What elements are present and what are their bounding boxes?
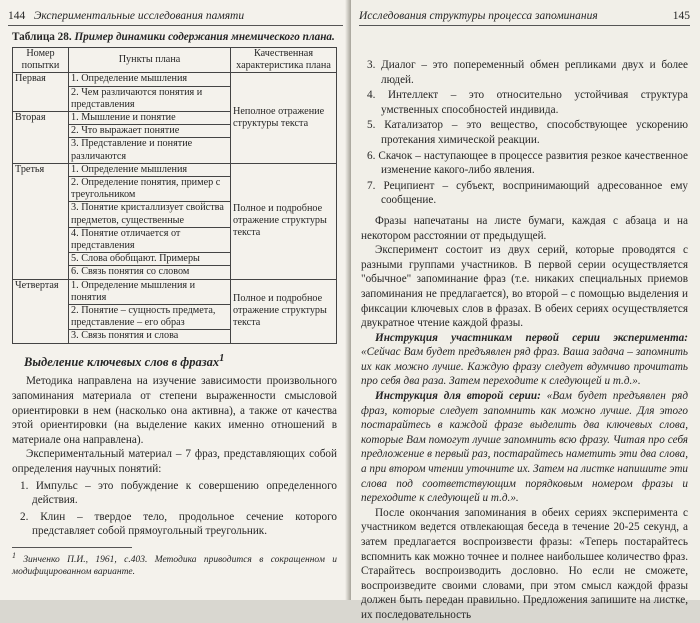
table-caption [12,31,337,44]
right-page-content [361,58,688,623]
section-title [24,352,337,370]
left-page-content [12,31,337,578]
plan-item: 1. Определение мышления и понятия [69,279,231,304]
plan-item: 3. Связь понятия и слова [69,330,231,343]
right-page [351,0,700,621]
table-caption-text: Пример динамики содержания мнемического плана. [74,31,335,43]
footnote-divider [12,547,132,548]
footnote [12,550,337,578]
instruction-label: Инструкция участникам первой серии эксперимента: [375,331,688,344]
paragraph: Эксперимент состоит из двух серий, которые проводятся с разными группами участников. В первой серии осуществляется "обычное" запоминание фраз (т.е. никаких специальных приемов запоминания не предлагается), во второй – с помощью выделения и фиксации ключевых слов в фразах. В обеих сериях осуществляется двукратное чтение каждой фразы. [361,244,688,330]
attempt-cell: Вторая [13,112,69,164]
plan-item: 3. Понятие кристаллизует свойства предметов, существенные [69,202,231,227]
instruction-second [361,389,688,506]
header-quality: Качественная характеристика плана [231,48,337,73]
paragraph: После окончания запоминания в обеих сериях эксперимента с участником ведется отвлекающая беседа в течение 20-25 секунд, а затем предлагается воспроизвести фразы: «Теперь постарайтесь вспомнить как можно точнее и полнее наибольшее количество фраз. Старайтесь воспроизводить дословно. Но если не сможете, воспроизведите своими словами, при этом смысл каждой фразы должен быть передан правильно. Предложения запишите на листке, их последовательность [361,506,688,621]
table-row [13,163,337,176]
instruction-text: «Вам будет предъявлен ряд фраз, которые следует запомнить как можно лучше. Для этого постарайтесь в каждой фразе выделить два ключевых слова, которые Вам помогут лучше запомнить всю фразу. Читая про себя предложение в первый раз, постарайтесь наметить эти два слова, а при втором чтении уточните их. Затем на листке напишите эти слова под соответствующим порядковым номером фразы и переходите к следующей и т.д.». [361,390,689,505]
list-item: 3. Диалог – это попеременный обмен репликами двух и более людей. [367,59,688,86]
table-caption-label: Таблица 28. [12,31,72,43]
plan-item: 1. Определение мышления [69,73,231,86]
table-row [13,279,337,304]
left-page-header [8,8,343,26]
quality-cell: Полное и подробное отражение структуры текста [231,163,337,279]
table-row [13,73,337,86]
plan-item: 5. Слова обобщают. Примеры [69,253,231,266]
list-item: 7. Реципиент – субъект, воспринимающий адресованное ему сообщение. [367,179,688,207]
attempt-cell: Третья [13,163,69,279]
table-header-row [13,48,337,73]
running-title: Исследования структуры процесса запоминания [359,10,598,22]
list-item: 5. Катализатор – это вещество, способствующее ускорению протекания химической реакции. [367,119,688,146]
instruction-text: «Сейчас Вам будет предъявлен ряд фраз. Ваша задача – запомнить их как можно лучше. Каждую фразу следует вдумчиво прочитать про себя два раза. Затем переходите к следующей и т.д.». [361,346,688,388]
footnote-number: 1 [12,550,16,560]
right-page-header [359,8,690,26]
list-item: 1. Импульс – это побуждение к совершению определенного действия. [20,479,337,507]
plan-item: 1. Определение мышления [69,163,231,176]
section-title-text: Выделение ключевых слов в фразах [24,354,220,369]
plan-item: 1. Мышление и понятие [69,112,231,125]
list-item: 2. Клин – твердое тело, продольное сечение которого представляет собой прямоугольный треугольник. [20,510,337,538]
plan-item: 2. Определение понятия, пример с треугольником [69,177,231,202]
plan-item: 4. Понятие отличается от представления [69,227,231,252]
page-number: 144 [8,10,26,22]
attempt-cell: Четвертая [13,279,69,343]
plan-item: 6. Связь понятия со словом [69,266,231,279]
plan-table [12,47,337,344]
list-item: 6. Скачок – наступающее в процессе развития резкое качественное изменение какого-либо явления. [367,149,688,177]
quality-cell: Полное и подробное отражение структуры текста [231,279,337,343]
attempt-cell: Первая [13,73,69,112]
instruction-first [361,331,688,389]
running-title: Экспериментальные исследования памяти [33,10,245,22]
header-items: Пункты плана [69,48,231,73]
paragraph: Экспериментальный материал – 7 фраз, представляющих собой определения научных понятий: [12,448,337,475]
list-item: 4. Интеллект – это относительно устойчивая структура умственных способностей индивида. [367,89,688,116]
left-page [0,0,349,600]
plan-item: 3. Представление и понятие различаются [69,138,231,163]
paragraph: Методика направлена на изучение зависимости произвольного запоминания материала от степени выраженности смысловой ориентировки в нем (насколько она активна), а также от качества этой ориентировки (на выделение каких именно отношений в материале она направлена). [12,375,337,446]
quality-cell: Неполное отражение структуры текста [231,73,337,163]
footnote-marker: 1 [219,352,225,364]
plan-item: 2. Чем различаются понятия и представления [69,86,231,111]
paragraph: Фразы напечатаны на листе бумаги, каждая с абзаца и на некотором расстоянии от предыдущей. [361,214,688,242]
page-number: 145 [672,10,690,22]
plan-item: 2. Понятие – сущность предмета, представление – его образ [69,305,231,330]
header-attempt: Номер попытки [13,48,69,73]
instruction-label: Инструкция для второй серии: [375,390,541,403]
footnote-text: Зинченко П.И., 1961, с.403. Методика приводится в сокращенном и модифицированном варианте. [12,555,337,578]
plan-item: 2. Что выражает понятие [69,125,231,138]
